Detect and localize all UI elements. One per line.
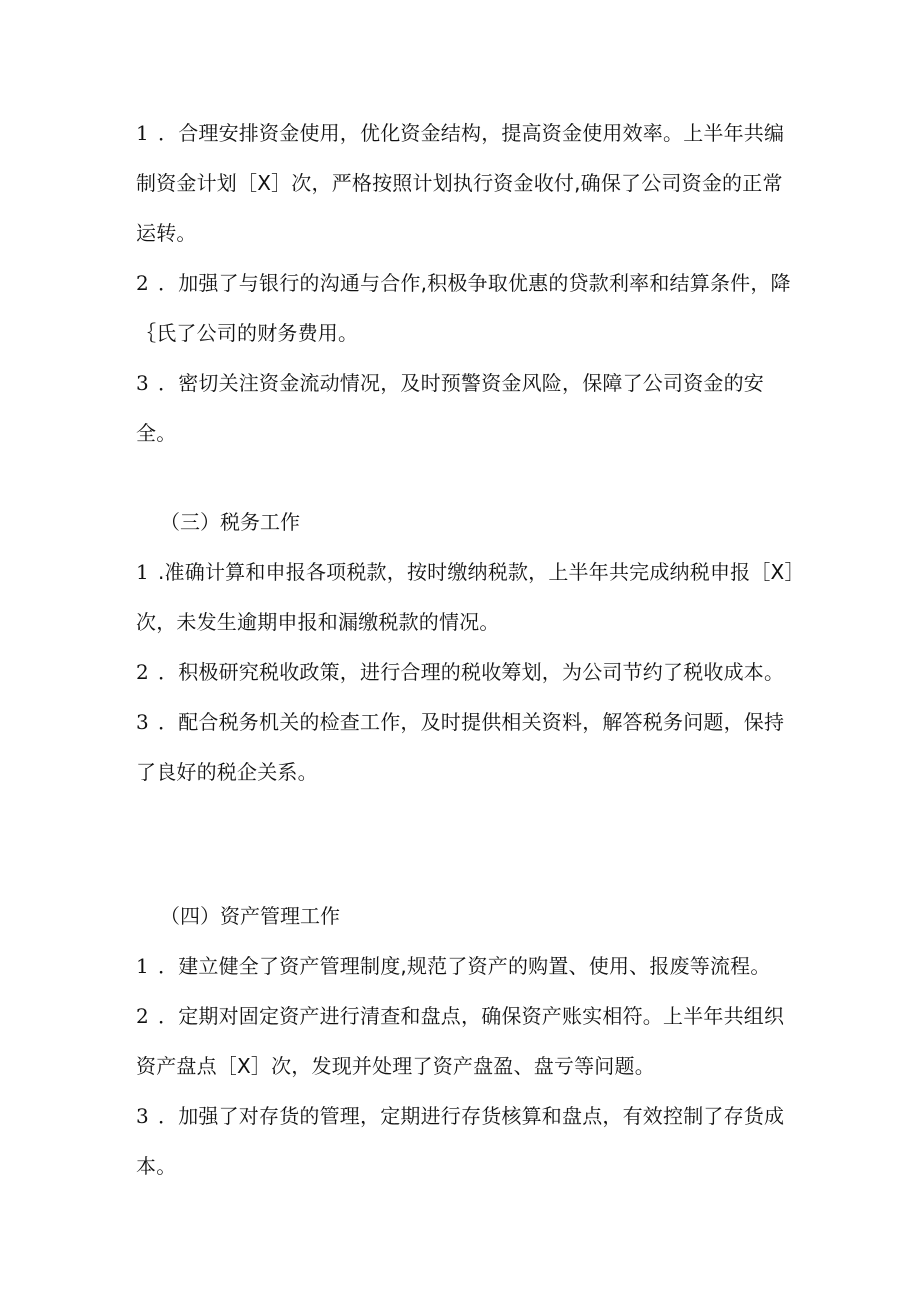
item-text: ．密切关注资金流动情况，及时预警资金风险，保障了公司资金的安全。: [136, 371, 764, 445]
funds-item-1: [136, 108, 796, 258]
funds-item-2: [136, 258, 796, 358]
item-number: 2: [136, 271, 149, 295]
tax-item-2: [136, 647, 796, 697]
item-text: ．建立健全了资产管理制度,规范了资产的购置、使用、报废等流程。: [158, 954, 771, 978]
funds-item-3: [136, 358, 796, 458]
tax-item-3: [136, 697, 796, 797]
item-text: ．合理安排资金使用，优化资金结构，提高资金使用效率。上半年共编制资金计划［X］次，严格按照计划执行资金收付,确保了公司资金的正常运转。: [136, 121, 785, 245]
item-number: 1: [136, 560, 149, 584]
item-text: ．定期对固定资产进行清查和盘点，确保资产账实相符。上半年共组织资产盘点［X］次，发现并处理了资产盘盈、盘亏等问题。: [136, 1004, 785, 1078]
assets-item-2: [136, 991, 796, 1091]
item-text: ．加强了对存货的管理，定期进行存货核算和盘点，有效控制了存货成本。: [136, 1104, 785, 1178]
tax-section-heading: （三）税务工作: [160, 510, 300, 534]
item-text: .准确计算和申报各项税款，按时缴纳税款，上半年共完成纳税申报［X］次，未发生逾期申报和漏缴税款的情况。: [136, 560, 795, 634]
item-text: ．配合税务机关的检查工作，及时提供相关资料，解答税务问题，保持了良好的税企关系。: [136, 710, 785, 784]
assets-section: [136, 891, 796, 1191]
assets-section-heading: （四）资产管理工作: [160, 904, 340, 928]
item-text: ．加强了与银行的沟通与合作,积极争取优惠的贷款利率和结算条件，降｛氏了公司的财务费用。: [136, 271, 791, 345]
item-number: 1: [136, 954, 149, 978]
item-number: 3: [136, 371, 149, 395]
assets-item-3: [136, 1091, 796, 1191]
assets-item-1: [136, 941, 796, 991]
item-number: 2: [136, 1004, 149, 1028]
item-number: 3: [136, 1104, 149, 1128]
item-number: 3: [136, 710, 149, 734]
funds-section: [136, 108, 796, 458]
item-text: ．积极研究税收政策，进行合理的税收筹划，为公司节约了税收成本。: [158, 660, 785, 684]
item-number: 1: [136, 121, 149, 145]
tax-item-1: [136, 547, 796, 647]
tax-section: [136, 497, 796, 797]
item-number: 2: [136, 660, 149, 684]
